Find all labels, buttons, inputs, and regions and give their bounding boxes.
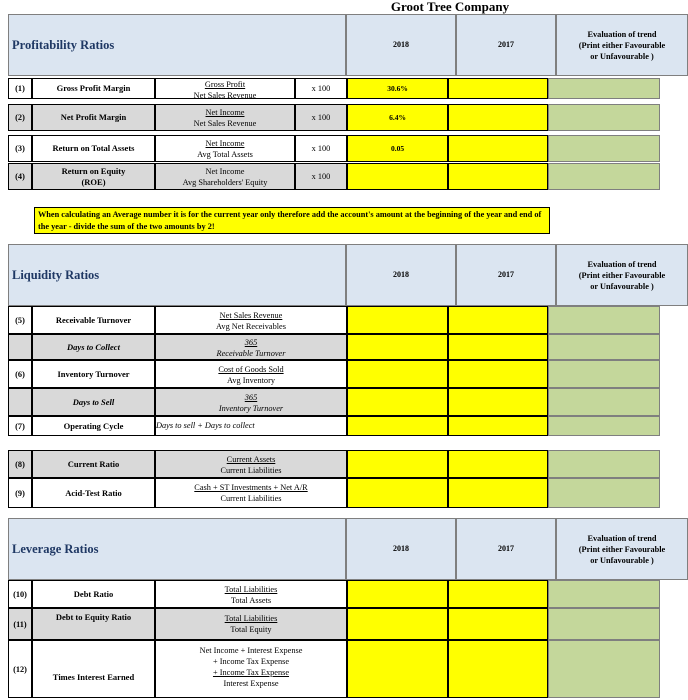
- value-2018-cell[interactable]: [347, 580, 448, 608]
- formula-numerator: Current Assets: [226, 455, 276, 464]
- ratio-formula: [155, 608, 347, 640]
- ratio-formula: [155, 334, 347, 360]
- evaluation-cell[interactable]: [548, 78, 660, 99]
- evaluation-cell[interactable]: [548, 608, 660, 640]
- average-note: When calculating an Average number it is for the current year only therefore add the account's amount at the beginning of the year and end of the year - divide the sum of the two amounts by 2!: [34, 207, 550, 234]
- value-2018-cell[interactable]: [347, 306, 448, 334]
- times-100: x 100: [295, 163, 347, 190]
- formula-numerator: Net Sales Revenue: [219, 311, 283, 320]
- value-2018-cell[interactable]: 30.6%: [347, 78, 448, 99]
- evaluation-cell[interactable]: [548, 163, 660, 190]
- row-number: [8, 388, 32, 416]
- row-number: (11): [8, 608, 32, 640]
- liquidity-title: Liquidity Ratios: [8, 244, 346, 306]
- evaluation-header: Evaluation of trend (Print either Favourable or Unfavourable ): [556, 14, 688, 76]
- value-2018-cell[interactable]: [347, 450, 448, 478]
- formula-numerator: Cash + ST Investments + Net A/R: [194, 483, 308, 492]
- formula-denominator: Inventory Turnover: [218, 404, 284, 413]
- evaluation-header: Evaluation of trend (Print either Favourable or Unfavourable ): [556, 518, 688, 580]
- value-2017-cell[interactable]: [448, 608, 548, 640]
- year-2017-header: 2017: [456, 518, 556, 580]
- evaluation-cell[interactable]: [548, 104, 660, 131]
- formula-denominator: Current Liabilities: [220, 494, 282, 503]
- year-2017-header: 2017: [456, 244, 556, 306]
- formula-denominator: Receivable Turnover: [216, 349, 286, 358]
- value-2018-cell[interactable]: [347, 334, 448, 360]
- ratio-name: Inventory Turnover: [32, 360, 155, 388]
- value-2017-cell[interactable]: [448, 388, 548, 416]
- formula-denominator: Net Sales Revenue: [193, 91, 257, 100]
- evaluation-cell[interactable]: [548, 640, 660, 698]
- evaluation-cell[interactable]: [548, 478, 660, 508]
- ratio-formula: [155, 78, 295, 99]
- evaluation-cell[interactable]: [548, 334, 660, 360]
- ratio-formula: [155, 478, 347, 508]
- ratio-name: Return on Total Assets: [32, 135, 155, 162]
- formula-denominator: Interest Expense: [223, 679, 279, 688]
- formula-line-1: Net Income + Interest Expense: [199, 646, 303, 655]
- evaluation-cell[interactable]: [548, 306, 660, 334]
- leverage-header: [8, 518, 688, 580]
- value-2018-cell[interactable]: 6.4%: [347, 104, 448, 131]
- evaluation-cell[interactable]: [548, 135, 660, 162]
- value-2018-cell[interactable]: [347, 163, 448, 190]
- row-number: (9): [8, 478, 32, 508]
- row-number: (2): [8, 104, 32, 131]
- value-2018-cell[interactable]: [347, 640, 448, 698]
- formula-denominator: Avg Shareholders' Equity: [182, 178, 268, 187]
- row-number: (7): [8, 416, 32, 436]
- formula-numerator: 365: [244, 338, 258, 347]
- formula-denominator: Total Equity: [230, 625, 272, 634]
- ratio-name: Current Ratio: [32, 450, 155, 478]
- formula-numerator: Net Income: [205, 139, 245, 148]
- formula-denominator: Net Sales Revenue: [193, 119, 257, 128]
- formula-denominator: Avg Net Receivables: [216, 322, 286, 331]
- row-number: (6): [8, 360, 32, 388]
- ratio-name: Receivable Turnover: [32, 306, 155, 334]
- company-title: Groot Tree Company: [390, 0, 510, 14]
- ratio-name: Days to Sell: [32, 388, 155, 416]
- row-number: (4): [8, 163, 32, 190]
- value-2017-cell[interactable]: [448, 163, 548, 190]
- value-2018-cell[interactable]: [347, 416, 448, 436]
- formula-numerator: Net Income: [205, 108, 245, 117]
- evaluation-cell[interactable]: [548, 360, 660, 388]
- evaluation-cell[interactable]: [548, 450, 660, 478]
- year-2017-header: 2017: [456, 14, 556, 76]
- ratio-formula: [155, 104, 295, 131]
- evaluation-cell[interactable]: [548, 388, 660, 416]
- times-100: x 100: [295, 135, 347, 162]
- value-2017-cell[interactable]: [448, 580, 548, 608]
- evaluation-header: Evaluation of trend (Print either Favourable or Unfavourable ): [556, 244, 688, 306]
- row-number: (5): [8, 306, 32, 334]
- ratio-name: Days to Collect: [32, 334, 155, 360]
- formula-line-3: + Income Tax Expense: [212, 668, 290, 677]
- evaluation-cell[interactable]: [548, 580, 660, 608]
- row-number: (1): [8, 78, 32, 99]
- ratio-name: Return on Equity (ROE): [32, 163, 155, 190]
- formula-numerator: Total Liabilities: [224, 585, 278, 594]
- profitability-header: [8, 14, 688, 76]
- value-2018-cell[interactable]: 0.05: [347, 135, 448, 162]
- formula-denominator: Avg Inventory: [226, 376, 275, 385]
- ratio-name: Debt Ratio: [32, 580, 155, 608]
- formula-numerator: Cost of Goods Sold: [218, 365, 284, 374]
- year-2018-header: 2018: [346, 518, 456, 580]
- value-2017-cell[interactable]: [448, 478, 548, 508]
- row-number: (8): [8, 450, 32, 478]
- ratio-name: Debt to Equity Ratio: [32, 608, 155, 640]
- ratio-formula: [155, 580, 347, 608]
- row-number: (12): [8, 640, 32, 698]
- value-2017-cell[interactable]: [448, 104, 548, 131]
- formula-numerator: Net Income: [205, 167, 245, 176]
- formula-numerator: Total Liabilities: [224, 614, 278, 623]
- formula-numerator: 365: [244, 393, 258, 402]
- profitability-title: Profitability Ratios: [8, 14, 346, 76]
- ratio-name: Acid-Test Ratio: [32, 478, 155, 508]
- liquidity-header: [8, 244, 688, 306]
- ratio-name: Gross Profit Margin: [32, 78, 155, 99]
- year-2018-header: 2018: [346, 14, 456, 76]
- evaluation-cell[interactable]: [548, 416, 660, 436]
- value-2017-cell[interactable]: [448, 450, 548, 478]
- value-2017-cell[interactable]: [448, 135, 548, 162]
- value-2017-cell[interactable]: [448, 416, 548, 436]
- times-100: x 100: [295, 104, 347, 131]
- value-2018-cell[interactable]: [347, 388, 448, 416]
- leverage-title: Leverage Ratios: [8, 518, 346, 580]
- value-2017-cell[interactable]: [448, 78, 548, 99]
- row-number: (10): [8, 580, 32, 608]
- ratio-formula: [155, 306, 347, 334]
- value-2018-cell[interactable]: [347, 360, 448, 388]
- row-number: [8, 334, 32, 360]
- formula-text: Days to sell + Days to collect: [156, 421, 255, 430]
- value-2018-cell[interactable]: [347, 478, 448, 508]
- ratio-formula: [155, 640, 347, 698]
- value-2018-cell[interactable]: [347, 608, 448, 640]
- value-2017-cell[interactable]: [448, 306, 548, 334]
- ratio-formula: [155, 416, 347, 436]
- value-2017-cell[interactable]: [448, 360, 548, 388]
- formula-numerator: Gross Profit: [204, 80, 246, 89]
- ratio-name: Operating Cycle: [32, 416, 155, 436]
- formula-denominator: Current Liabilities: [220, 466, 282, 475]
- year-2018-header: 2018: [346, 244, 456, 306]
- ratio-formula: [155, 163, 295, 190]
- ratio-formula: [155, 450, 347, 478]
- ratio-name: Times Interest Earned: [32, 640, 155, 698]
- ratio-formula: [155, 360, 347, 388]
- formula-line-2: + Income Tax Expense: [212, 657, 290, 666]
- times-100: x 100: [295, 78, 347, 99]
- value-2017-cell[interactable]: [448, 334, 548, 360]
- ratio-name: Net Profit Margin: [32, 104, 155, 131]
- row-number: (3): [8, 135, 32, 162]
- ratio-formula: [155, 135, 295, 162]
- ratio-formula: [155, 388, 347, 416]
- formula-denominator: Avg Total Assets: [197, 150, 253, 159]
- value-2017-cell[interactable]: [448, 640, 548, 698]
- formula-denominator: Total Assets: [230, 596, 272, 605]
